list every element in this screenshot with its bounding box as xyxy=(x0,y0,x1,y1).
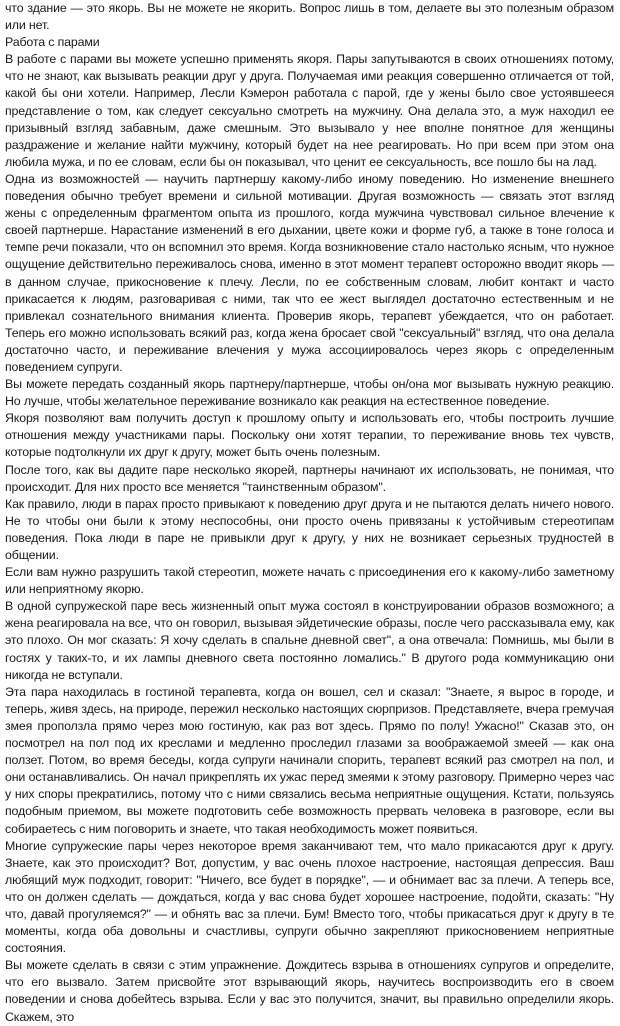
paragraph-8: В одной супружеской паре весь жизненный опыт мужа состоял в конструировании образов возможного; а жена реагировала на все, что он говорил, вызывая эйдетические образы, после чего рассказывала ему, как это плохо. Он мог сказать: Я хочу сделать в спальне дневной свет", а она отвечала: Помнишь, мы были в гостях у таких-то, и их лампы дневного света постоянно ломались." В другого рода коммуникацию они никогда не вступали. xyxy=(5,599,614,682)
paragraph-5: После того, как вы дадите паре несколько якорей, партнеры начинают их использовать, не понимая, что происходит. Для них просто все меняется "таинственным образом". xyxy=(5,462,614,494)
paragraph-4: Якоря позволяют вам получить доступ к прошлому опыту и использовать его, чтобы построить лучшие отношения между участниками пары. Поскольку они хотят терапии, то переживание вновь тех чувств, которые подтолкнули их друг к другу, может быть очень полезным. xyxy=(5,411,614,460)
paragraph-2: Одна из возможностей — научить партнершу какому-либо иному поведению. Но изменение внешнего поведения обычно требует времени и сильной мотивации. Другая возможность — связать этот взгляд жены с определенным фрагментом опыта из прошлого, когда мужчина чувствовал сильное влечение к своей партнерше. Нарастание изменений в его дыхании, цвете кожи и форме губ, а также в тоне голоса и темпе речи показали, что он вспомнил это время. Когда возникновение стало настолько ясным, что нужное ощущение действительно переживалось снова, именно в этот момент терапевт осторожно вводит якорь — в данном случае, прикосновение к плечу. Лесли, по ее собственным словам, любит контакт и часто прикасается к людям, разговаривая с ними, так что ее жест выглядел достаточно естественным и не привлекал сознательного внимания клиента. Проверив якорь, терапевт убеждается, что он работает. Теперь его можно использовать всякий раз, когда жена бросает свой "сексуальный" взгляд, что она делала достаточно часто, и переживание влечения у мужа ассоциировалось через якорь с определенным поведением супруги. xyxy=(5,171,614,374)
paragraph-1: В работе с парами вы можете успешно применять якоря. Пары запутываются в своих отношениях потому, что не знают, как вызывать реакции друг у друга. Получаемая ими реакция совершенно отличается от той, какой бы они хотели. Например, Лесли Кэмерон работала с парой, где у жены было свое устоявшееся представление о том, как следует сексуально смотреть на мужчину. Она делала это, а муж находил ее призывный взгляд забавным, даже смешным. Это вызывало у нее вполне понятное для женщины раздражение и желание найти мужчину, который будет на нее реагировать. Но при всем при этом она любила мужа, и по ее словам, если бы он показывал, что ценит ее сексуальность, все пошло бы на лад. xyxy=(5,52,614,169)
paragraph-9: Эта пара находилась в гостиной терапевта, когда он вошел, сел и сказал: "Знаете, я вырос в городе, и теперь, живя здесь, на природе, пережил несколько настоящих сюрпризов. Представляете, вчера гремучая змея проползла прямо через мою гостиную, как раз вот здесь. Прямо по полу! Ужасно!" Сказав это, он посмотрел на пол под их креслами и медленно проследил глазами за воображаемой змеей — как она ползет. Потом, во время беседы, когда супруги начинали спорить, терапевт всякий раз смотрел на пол, и они останавливались. Он начал прикреплять их ужас перед змеями к этому разговору. Примерно через час у них споры прекратились, потому что с ними связались весьма неприятные ощущения. Кстати, пользуясь подобным приемом, вы можете подготовить себе возможность прервать человека в разговоре, если вы собираетесь с ним поговорить и знаете, что такая необходимость может появиться. xyxy=(5,684,614,836)
intro-paragraph: что здание — это якорь. Вы не можете не якорить. Вопрос лишь в том, делаете вы это полезным образом или нет. xyxy=(5,1,614,33)
section-heading: Работа с парами xyxy=(5,35,100,50)
paragraph-6: Как правило, люди в парах просто привыкают к поведению друг друга и не пытаются делать ничего нового. Не то чтобы они были к этому неспособны, они просто очень привязаны к устойчивым стереотипам поведения. Пока люди в паре не привыкли друг к другу, у них не возникает серьезных трудностей в общении. xyxy=(5,496,614,562)
paragraph-11: Вы можете сделать в связи с этим упражнение. Дождитесь взрыва в отношениях супругов и определите, что его вызвало. Затем присвойте этот взрывающий якорь, научитесь воспроизводить его в своем поведении и снова добейтесь взрыва. Если у вас это получится, значит, вы правильно определили якорь. Скажем, это xyxy=(5,958,614,1024)
paragraph-3: Вы можете передать созданный якорь партнеру/партнерше, чтобы он/она мог вызывать нужную реакцию. Но лучше, чтобы желательное переживание возникало как реакция на естественное поведение. xyxy=(5,377,614,409)
paragraph-7: Если вам нужно разрушить такой стереотип, можете начать с присоединения его к какому-либо заметному или неприятному якорю. xyxy=(5,565,614,597)
paragraph-10: Многие супружеские пары через некоторое время заканчивают тем, что мало прикасаются друг к другу. Знаете, как это происходит? Вот, допустим, у вас очень плохое настроение, настоящая депрессия. Ваш любящий муж подходит, говорит: "Ничего, все будет в порядке", — и обнимает вас за плечи. А теперь все, что он должен сделать — дождаться, когда у вас снова будет хорошее настроение, подойти, сказать: "Ну что, давай прогуляемся?" — и обнять вас за плечи. Бум! Вместо того, чтобы прикасаться друг к другу в те моменты, когда оба довольны и счастливы, супруги обычно закрепляют прикосновением неприятные состояния. xyxy=(5,838,614,956)
